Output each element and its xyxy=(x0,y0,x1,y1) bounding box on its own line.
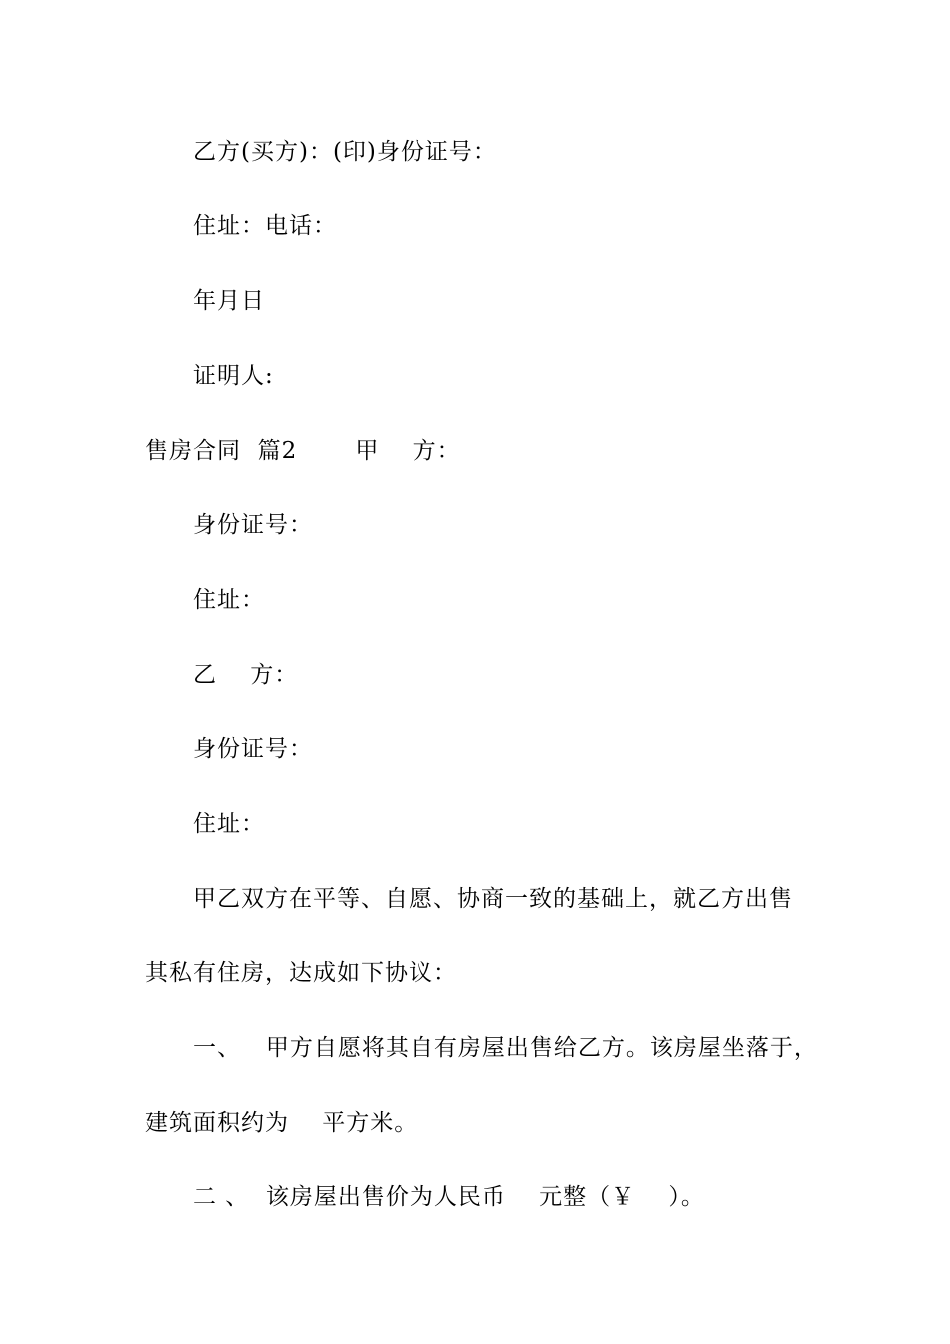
clause-two-line: 二 、 该房屋出售价为人民币 元整（￥ ）。 xyxy=(193,1184,705,1210)
party-a-address-line: 住址： xyxy=(193,587,265,613)
address-phone-line: 住址：电话： xyxy=(193,213,337,239)
agreement-paragraph-line-1: 甲乙双方在平等、自愿、协商一致的基础上，就乙方出售 xyxy=(193,886,793,912)
party-a-id-line: 身份证号： xyxy=(193,512,313,538)
date-line: 年月日 xyxy=(193,288,265,314)
party-b-address-line: 住址： xyxy=(193,811,265,837)
party-b-line: 乙 方： xyxy=(193,662,299,688)
agreement-paragraph-line-2: 其私有住房，达成如下协议： xyxy=(145,960,457,986)
party-b-id-line: 身份证号： xyxy=(193,736,313,762)
clause-one-line-2: 建筑面积约为 平方米。 xyxy=(145,1110,419,1136)
buyer-line: 乙方(买方)：(印)身份证号： xyxy=(193,139,497,165)
witness-line: 证明人: xyxy=(193,363,274,389)
clause-one-line-1: 一、 甲方自愿将其自有房屋出售给乙方。该房屋坐落于， xyxy=(193,1035,818,1061)
contract-heading-line: 售房合同 篇2 甲 方： xyxy=(145,438,461,464)
